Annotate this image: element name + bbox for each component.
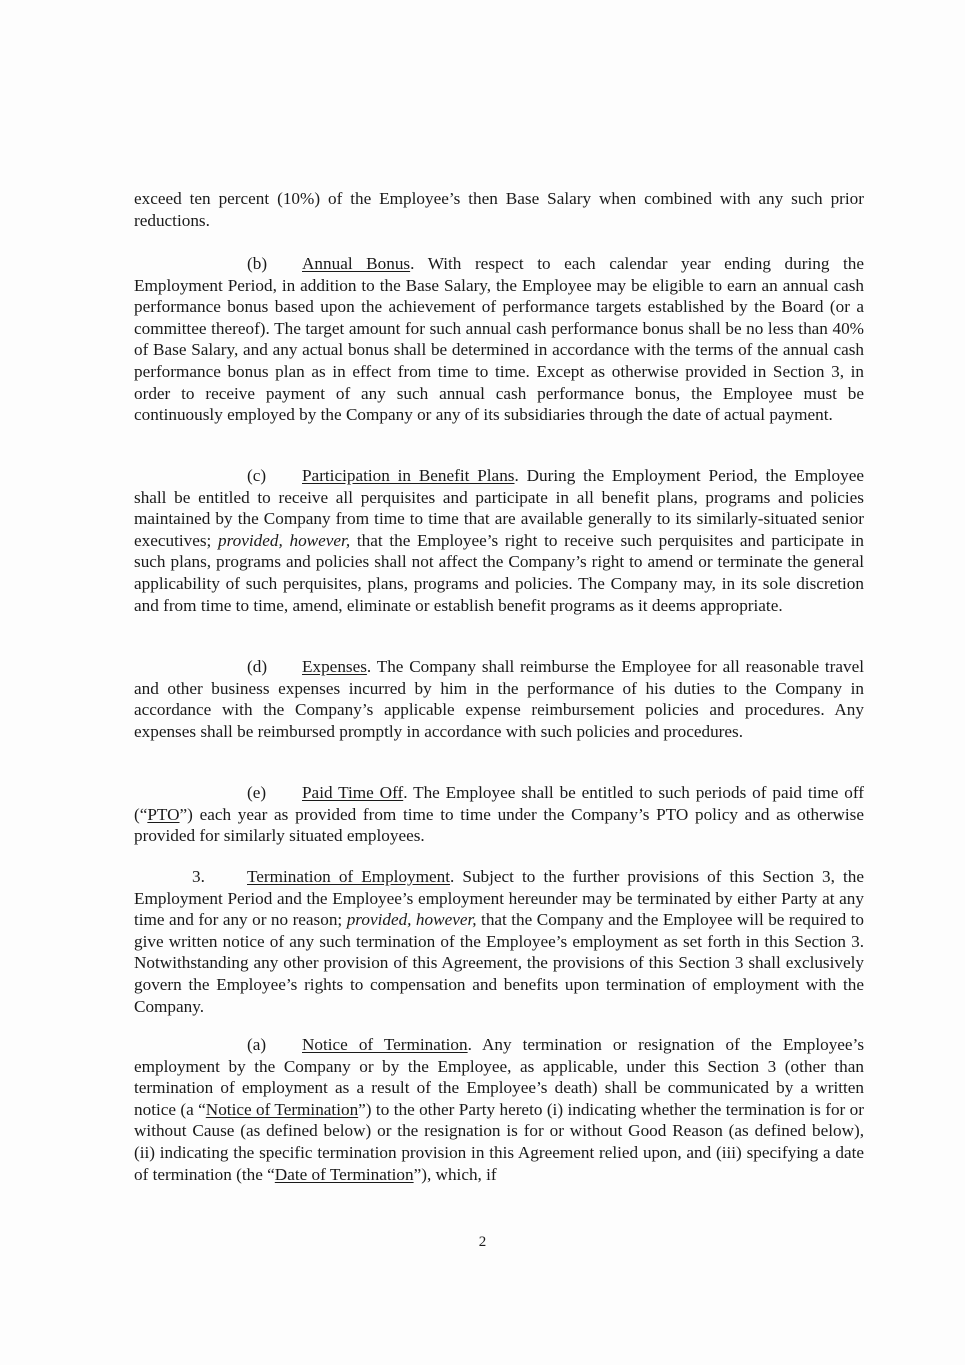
section-heading: Paid Time Off — [302, 783, 404, 802]
defined-term: Notice of Termination — [205, 1099, 359, 1119]
paragraph-termination-of-employment — [134, 866, 864, 1017]
paragraph-notice-of-termination — [134, 1034, 864, 1185]
italic-text: provided, however, — [218, 530, 351, 550]
paragraph-text: . Subject to the further provisions of this Section 3, the Employment Period and the Employee’s employment hereunder may be terminated by either Party at any time and for any or no reason; — [134, 867, 864, 930]
section-heading: Notice of Termination — [302, 1035, 468, 1054]
paragraph-text: ”) to the other Party hereto (i) indicating whether the termination is for or without Cause (as defined below) or the resignation is for or without Good Reason (as defined below), (ii) indicating the specific termination provision in this Agreement relied upon, and (iii) specifying a date of termination (the “ — [134, 1099, 865, 1184]
section-heading: Termination of Employment — [247, 867, 451, 886]
paragraph-label: (d) — [247, 657, 268, 676]
paragraph-label: (b) — [247, 254, 268, 273]
paragraph-label: (c) — [247, 466, 267, 485]
paragraph-text: that the Company and the Employee will be required to give written notice of any such termination of the Employee’s employment as set forth in this Section 3. Notwithstanding any other provision of this Agreement, the provisions of this Section 3 shall exclusively govern the Employee’s rights to compensation and benefits upon termination of employment with the Company. — [134, 910, 865, 1016]
paragraph-label: (e) — [247, 783, 267, 802]
paragraph-text: . With respect to each calendar year ending during the Employment Period, in addition to the Base Salary, the Employee may be eligible to earn an annual cash performance bonus based upon the achievement of performance targets established by the Board (or a committee thereof). The target amount for such annual cash performance bonus shall be no less than 40% of Base Salary, and any actual bonus shall be determined in accordance with the terms of the annual cash performance bonus plan as in effect from time to time. Except as otherwise provided in Section 3, in order to receive payment of any such annual cash performance bonus, the Employee must be continuously employed by the Company or any of its subsidiaries through the date of actual payment. — [134, 254, 865, 425]
paragraph-text: ”), which, if — [413, 1164, 497, 1184]
section-heading: Expenses — [302, 657, 367, 676]
italic-text: provided, however, — [346, 910, 477, 930]
paragraph-text: . Any termination or resignation of the Employee’s employment by the Company or by the Employee, as applicable, under this Section 3 (other than termination of employment as a result of the Employee’s death) shall be communicated by a written notice (a “ — [134, 1035, 865, 1119]
paragraph-benefit-plans — [134, 465, 864, 616]
section-heading: Annual Bonus — [302, 254, 411, 273]
paragraph-paid-time-off — [134, 782, 864, 847]
page-number: 2 — [478, 1234, 487, 1250]
section-heading: Participation in Benefit Plans — [302, 466, 515, 485]
paragraph-expenses — [134, 656, 864, 742]
paragraph-label: (a) — [247, 1035, 267, 1054]
paragraph-text: that the Employee’s right to receive such perquisites and participate in such plans, programs and policies shall not affect the Company’s right to amend or terminate the general applicability of such perquisites, plans, programs and policies. The Company may, in its sole discretion and from time to time, amend, eliminate or establish benefit programs as it deems appropriate. — [134, 530, 864, 615]
paragraph-text: ”) each year as provided from time to time under the Company’s PTO policy and as otherwise provided for similarly situated employees. — [134, 804, 864, 846]
paragraph-annual-bonus — [134, 253, 864, 426]
defined-term: PTO — [147, 804, 180, 824]
paragraph-label: 3. — [192, 867, 205, 886]
paragraph-text: exceed ten percent (10%) of the Employee’s then Base Salary when combined with any such prior reductions. — [134, 189, 864, 230]
paragraph-continuation — [134, 188, 864, 231]
paragraph-text: . The Company shall reimburse the Employee for all reasonable travel and other business expenses incurred by him in the performance of his duties to the Company in accordance with the Company’s applicable expense reimbursement policies and procedures. Any expenses shall be reimbursed promptly in accordance with such policies and procedures. — [134, 657, 864, 741]
defined-term: Date of Termination — [274, 1164, 414, 1184]
paragraph-text: . The Employee shall be entitled to such periods of paid time off (“ — [134, 783, 864, 824]
paragraph-text: . During the Employment Period, the Employee shall be entitled to receive all perquisites and participate in all benefit plans, programs and policies maintained by the Company from time to time that are available generally to its similarly-situated senior executives; — [134, 466, 864, 550]
